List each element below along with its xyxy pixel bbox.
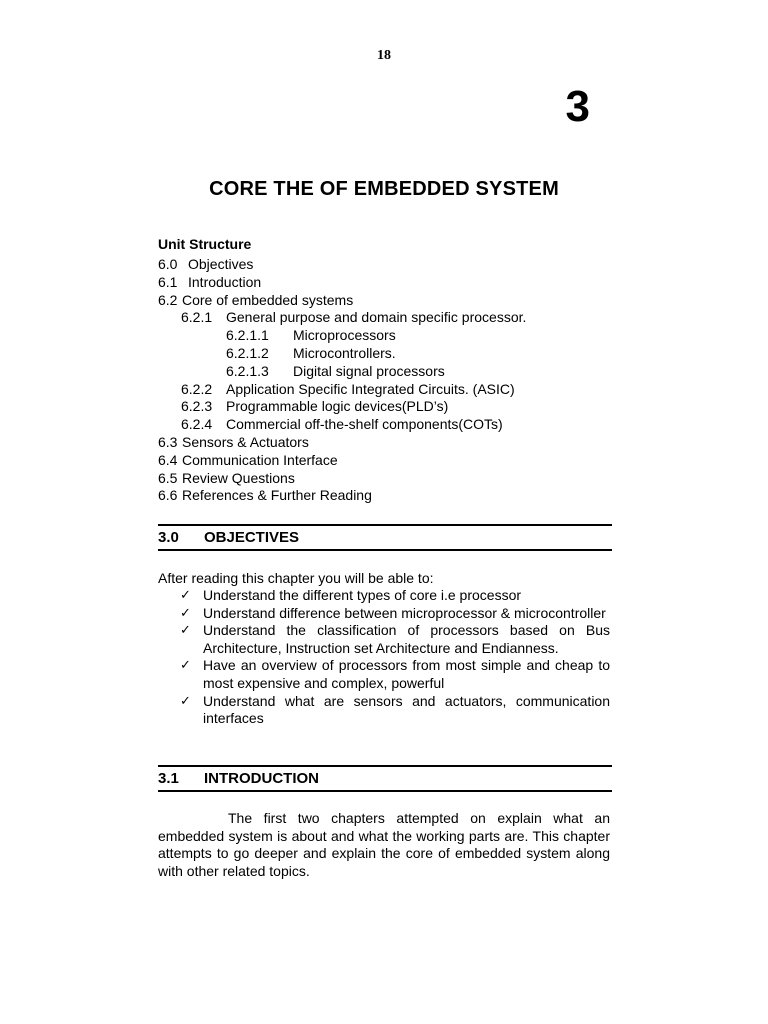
- toc-item: [158, 452, 618, 470]
- toc-item-text: Application Specific Integrated Circuits. (ASIC): [226, 380, 515, 397]
- toc-item-text: General purpose and domain specific processor.: [226, 309, 527, 326]
- toc-item-text: Objectives: [188, 256, 254, 272]
- toc-item: [158, 256, 618, 274]
- introduction-paragraph: The first two chapters attempted on explain what an embedded system is about and what the working parts are. This chapter attempts to go deeper and explain the core of embedded system along with other related topics.: [158, 810, 610, 879]
- section-number: 3.1: [158, 770, 179, 787]
- toc-item-number: 6.2: [158, 291, 178, 308]
- objective-text: Understand the different types of core i.e processor: [203, 587, 522, 603]
- objective-item: [180, 657, 610, 692]
- objective-text: Have an overview of processors from most simple and cheap to most expensive and complex, powerful: [203, 657, 610, 691]
- toc-item-number: 6.2.2: [181, 380, 213, 397]
- toc-item-number: 6.2.1.3: [226, 362, 269, 379]
- objectives-list: [180, 587, 610, 728]
- objective-text: Understand the classification of processors based on Bus Architecture, Instruction set Architecture and Endianness.: [203, 622, 610, 656]
- toc-item: [158, 345, 618, 363]
- toc-item: [158, 274, 618, 292]
- chapter-number: 3: [565, 82, 590, 131]
- objective-item: [180, 622, 610, 657]
- toc-item-number: 6.4: [158, 451, 178, 468]
- toc-item-text: Microprocessors: [293, 327, 396, 344]
- page-number: 18: [377, 48, 391, 63]
- section-title: OBJECTIVES: [204, 529, 300, 546]
- toc-item-number: 6.3: [158, 433, 178, 450]
- toc-item-text: References & Further Reading: [182, 487, 372, 504]
- objective-item: [180, 587, 610, 605]
- objective-item: [180, 693, 610, 728]
- toc-item: [158, 363, 618, 381]
- chapter-title: CORE THE OF EMBEDDED SYSTEM: [209, 178, 559, 200]
- toc-item-text: Core of embedded systems: [182, 291, 354, 308]
- toc-item-number: 6.5: [158, 469, 178, 486]
- toc-item-text: Programmable logic devices(PLD’s): [226, 398, 449, 415]
- section-title: INTRODUCTION: [204, 770, 319, 787]
- check-icon: ✓: [180, 588, 191, 603]
- toc-item-text: Digital signal processors: [293, 362, 445, 379]
- section-number: 3.0: [158, 529, 179, 546]
- toc-item-text: Introduction: [188, 273, 262, 290]
- toc-item: [158, 487, 618, 505]
- toc-item-text: Communication Interface: [182, 451, 338, 468]
- toc-item: [158, 381, 618, 399]
- toc-item-text: Sensors & Actuators: [182, 433, 309, 450]
- check-icon: ✓: [180, 658, 191, 674]
- toc-item: [158, 398, 618, 416]
- toc-item-number: 6.1: [158, 273, 178, 290]
- objectives-section-heading: [158, 524, 612, 551]
- check-icon: ✓: [180, 623, 191, 639]
- toc-item-number: 6.2.1.1: [226, 327, 269, 344]
- toc-item-text: Microcontrollers.: [293, 344, 396, 361]
- unit-structure-heading: Unit Structure: [158, 236, 252, 252]
- toc-item-text: Review Questions: [182, 469, 295, 486]
- introduction-section-heading: [158, 765, 612, 792]
- toc-item-number: 6.0: [158, 256, 178, 272]
- toc-item: [158, 292, 618, 310]
- toc-item: [158, 416, 618, 434]
- check-icon: ✓: [180, 693, 191, 709]
- unit-structure-list: [158, 256, 618, 505]
- objectives-intro: After reading this chapter you will be able to:: [158, 570, 434, 586]
- check-icon: ✓: [180, 605, 191, 621]
- toc-item: [158, 309, 618, 327]
- toc-item: [158, 327, 618, 345]
- toc-item: [158, 470, 618, 488]
- toc-item-number: 6.2.1.2: [226, 344, 269, 361]
- toc-item-number: 6.2.1: [181, 309, 213, 326]
- toc-item-text: Commercial off-the-shelf components(COTs): [226, 416, 503, 433]
- toc-item: [158, 434, 618, 452]
- objective-item: [180, 605, 610, 623]
- toc-item-number: 6.2.3: [181, 398, 213, 415]
- toc-item-number: 6.6: [158, 487, 178, 504]
- toc-item-number: 6.2.4: [181, 416, 213, 433]
- objective-text: Understand what are sensors and actuators, communication interfaces: [203, 692, 610, 727]
- objective-text: Understand difference between microprocessor & microcontroller: [203, 604, 606, 621]
